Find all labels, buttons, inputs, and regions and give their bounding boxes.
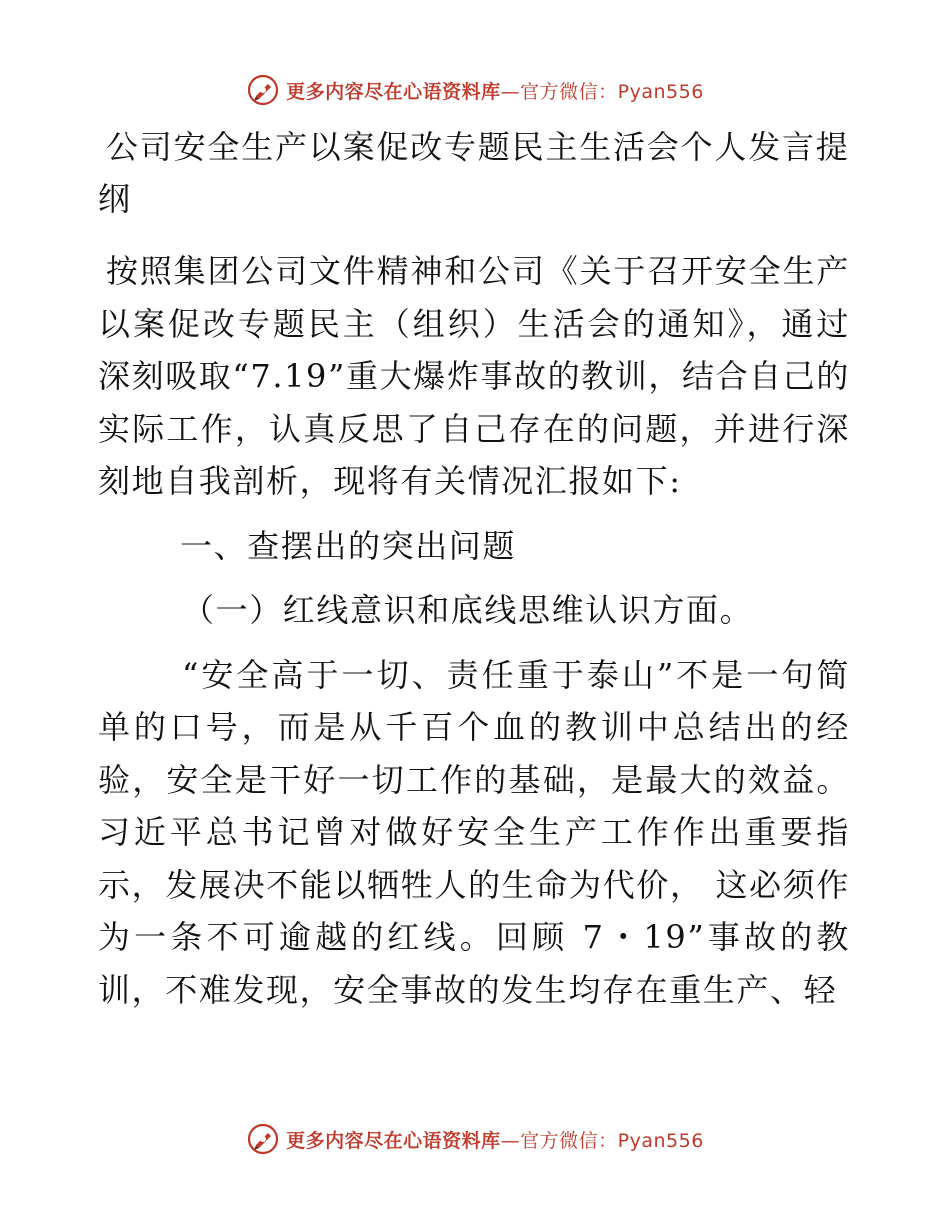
red-pen-circle-logo-icon	[246, 1122, 280, 1156]
intro-paragraph: 按照集团公司文件精神和公司《关于召开安全生产以案促改专题民主（组织）生活会的通知》，通过深刻吸取“7.19”重大爆炸事故的教训，结合自己的实际工作，认真反思了自己存在的问题，并进行深刻地自我剖析，现将有关情况汇报如下:	[98, 252, 850, 500]
section-heading: 一、查摆出的突出问题	[180, 526, 517, 565]
footer-watermark-banner	[0, 1119, 950, 1159]
watermark-text: 更多内容尽在心语资料库—官方微信：Pyan556	[286, 1129, 704, 1152]
document-body	[98, 121, 850, 1016]
subsection-heading: （一）红线意识和底线思维认识方面。	[182, 591, 754, 629]
red-pen-circle-logo-icon	[246, 73, 280, 107]
header-watermark-banner	[0, 70, 950, 110]
watermark-text: 更多内容尽在心语资料库—官方微信：Pyan556	[286, 80, 704, 103]
document-title: 公司安全生产以案促改专题民主生活会个人发言提纲	[98, 128, 850, 218]
body-paragraph: “安全高于一切、责任重于泰山”不是一句简单的口号，而是从千百个血的教训中总结出的经验，安全是干好一切工作的基础，是最大的效益。习近平总书记曾对做好安全生产工作作出重要指示，发展决不能以牺牲人的生命为代价， 这必须作为一条不可逾越的红线。回顾 7・19”事故的教训，不难发现，安全事故的发生均存在重生产、轻	[98, 655, 850, 1009]
